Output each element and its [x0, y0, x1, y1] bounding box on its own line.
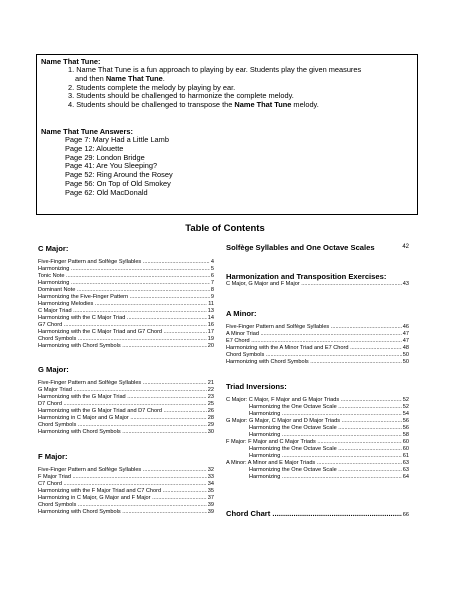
name-that-tune-box	[36, 54, 418, 215]
chord-chart-entry: Chord Chart ..... 66	[226, 510, 409, 519]
toc-entry-title: Harmonizing with Chord Symbols .....	[38, 509, 207, 516]
toc-right-column	[226, 243, 409, 519]
toc-entry	[226, 281, 409, 288]
toc-entry-page: 29	[207, 422, 214, 428]
toc-entry-page: 26	[207, 408, 214, 414]
toc-entry	[38, 287, 214, 294]
toc-entry	[38, 401, 214, 408]
toc-entry	[38, 380, 214, 387]
toc-entry-title: Harmonizing with the C Major Triad .....	[38, 315, 207, 322]
toc-entry	[38, 509, 214, 516]
toc-entry	[38, 294, 214, 301]
toc-entry-page: 33	[207, 474, 214, 480]
toc-entry	[38, 394, 214, 401]
toc-entry	[226, 324, 409, 331]
section-heading-triad-inversions: Triad Inversions:	[226, 382, 287, 391]
toc-entry	[38, 488, 214, 495]
toc-entry	[38, 273, 214, 280]
instruction-2: 2. Students complete the melody by playing by ear.	[68, 82, 236, 92]
toc-entry-title: Harmonizing the Five-Finger Pattern .....	[38, 294, 210, 301]
toc-entry-title: F Major Triad .....	[38, 474, 207, 481]
toc-entry	[226, 352, 409, 359]
triad-inversions-entries	[226, 397, 409, 481]
toc-entry	[38, 474, 214, 481]
toc-entry-title: Harmonizing .....	[249, 453, 402, 460]
toc-entry-page: 39	[207, 509, 214, 515]
toc-entry-title: Chord Symbols .....	[38, 422, 207, 429]
toc-entry-page: 16	[207, 322, 214, 328]
toc-entry	[38, 429, 214, 436]
toc-entry-page: 32	[207, 467, 214, 473]
toc-entry-title: Harmonizing with the G Major Triad and D7 Chord .....	[38, 408, 207, 415]
toc-entry-title: Harmonizing with the G Major Triad .....	[38, 394, 207, 401]
toc-entry-page: 60	[402, 439, 409, 445]
toc-entry-page: 56	[402, 418, 409, 424]
toc-entry-page: 35	[207, 488, 214, 494]
toc-entry-title: Harmonizing with Chord Symbols .....	[38, 429, 207, 436]
toc-entry	[38, 467, 214, 474]
answers-list	[41, 136, 417, 198]
toc-entry-title: F Major: F Major and C Major Triads .....	[226, 439, 402, 446]
toc-entry-title: Harmonizing .....	[249, 432, 402, 439]
section-heading-solfege: Solfège Syllables and One Octave Scales 42	[226, 243, 409, 252]
section-heading-c-major: C Major:	[38, 244, 69, 253]
toc-entry-page: 63	[402, 467, 409, 473]
answers-heading: Name That Tune Answers:	[41, 126, 133, 136]
toc-entry-title: A Minor Triad .....	[226, 331, 402, 338]
toc-entry	[38, 422, 214, 429]
toc-entry	[226, 432, 409, 439]
toc-entry-title: Harmonizing the One Octave Scale .....	[249, 404, 402, 411]
toc-entry	[38, 387, 214, 394]
toc-entry	[226, 397, 409, 404]
toc-entry	[226, 460, 409, 467]
name-that-tune-heading: Name That Tune:	[41, 57, 101, 66]
toc-entry-title: Chord Symbols .....	[38, 336, 207, 343]
toc-entry-page: 39	[207, 502, 214, 508]
toc-entry-title: C Major Triad .....	[38, 308, 207, 315]
toc-entry-title: Harmonizing .....	[38, 266, 210, 273]
toc-entry	[38, 266, 214, 273]
toc-entry	[226, 425, 409, 432]
toc-entry-page: 47	[402, 338, 409, 344]
answer-item: Page 41: Are You Sleeping?	[65, 161, 158, 171]
instruction-4: 4. Students should be challenged to transpose the Name That Tune melody.	[68, 100, 319, 110]
toc-entry	[38, 336, 214, 343]
toc-entry-title: Harmonizing .....	[249, 411, 402, 418]
toc-entry	[226, 467, 409, 474]
toc-entry-page: 17	[207, 329, 214, 335]
toc-entry	[226, 345, 409, 352]
toc-entry-page: 64	[402, 474, 409, 480]
toc-entry	[38, 415, 214, 422]
toc-entry-page: 48	[402, 345, 409, 351]
toc-entry-title: Harmonizing Melodies .....	[38, 301, 207, 308]
toc-entry-page: 46	[402, 324, 409, 330]
toc-entry	[38, 322, 214, 329]
toc-entry	[38, 308, 214, 315]
toc-entry-title: Harmonizing in C Major and G Major .....	[38, 415, 207, 422]
toc-entry	[38, 343, 214, 350]
toc-entry	[38, 315, 214, 322]
toc-entry	[38, 329, 214, 336]
toc-entry-title: G7 Chord .....	[38, 322, 207, 329]
toc-entry	[226, 446, 409, 453]
a-minor-entries	[226, 324, 409, 366]
toc-entry-title: Five-Finger Pattern and Solfège Syllables .....	[38, 380, 207, 387]
toc-entry-title: Harmonizing .....	[38, 280, 210, 287]
toc-entry-page: 50	[402, 352, 409, 358]
toc-entry-page: 23	[207, 394, 214, 400]
toc-entry-title: C Major, G Major and F Major .....	[226, 281, 402, 288]
harmonization-entries	[226, 281, 409, 288]
toc-entry	[38, 481, 214, 488]
toc-entry-page: 28	[207, 415, 214, 421]
toc-entry-title: Harmonizing the One Octave Scale .....	[249, 467, 402, 474]
toc-entry	[226, 453, 409, 460]
toc-entry	[38, 495, 214, 502]
f-major-entries	[38, 467, 214, 516]
toc-entry-title: Chord Symbols .....	[226, 352, 402, 359]
answer-item: Page 52: Ring Around the Rosey	[65, 170, 173, 180]
toc-entry-title: Harmonizing with the C Major Triad and G7 Chord .....	[38, 329, 207, 336]
section-heading-harmonization: Harmonization and Transposition Exercises:	[226, 272, 387, 281]
toc-entry	[38, 408, 214, 415]
toc-entry-page: 52	[402, 404, 409, 410]
toc-entry-title: Harmonizing in C Major, G Major and F Major .....	[38, 495, 207, 502]
toc-entry-page: 22	[207, 387, 214, 393]
toc-entry	[38, 502, 214, 509]
c-major-entries	[38, 259, 214, 350]
toc-entry-title: Tonic Note .....	[38, 273, 210, 280]
toc-entry-title: A Minor: A Minor and E Major Triads .....	[226, 460, 402, 467]
toc-entry-title: Harmonizing the One Octave Scale .....	[249, 425, 402, 432]
toc-entry-page: 34	[207, 481, 214, 487]
toc-entry-page: 6	[210, 273, 214, 279]
toc-entry-page: 37	[207, 495, 214, 501]
toc-entry-page: 50	[402, 359, 409, 365]
toc-entry-title: C7 Chord .....	[38, 481, 207, 488]
instruction-1: 1. Name That Tune is a fun approach to playing by ear. Students play the given measures and then Name That Tune.	[68, 65, 362, 83]
toc-entry	[226, 338, 409, 345]
g-major-entries	[38, 380, 214, 436]
toc-entry-page: 60	[402, 446, 409, 452]
toc-entry-page: 21	[207, 380, 214, 386]
toc-entry-page: 8	[210, 287, 214, 293]
toc-entry-page: 61	[402, 453, 409, 459]
toc-entry-page: 4	[210, 259, 214, 265]
toc-entry	[226, 439, 409, 446]
toc-left-column	[38, 244, 214, 516]
section-heading-f-major: F Major:	[38, 452, 68, 461]
toc-entry-page: 13	[207, 308, 214, 314]
toc-entry-title: Five-Finger Pattern and Solfège Syllables .....	[226, 324, 402, 331]
answer-item: Page 62: Old MacDonald	[65, 187, 148, 197]
toc-entry	[38, 259, 214, 266]
instruction-3: 3. Students should be challenged to harmonize the complete melody.	[68, 91, 294, 101]
toc-entry-page: 7	[210, 280, 214, 286]
toc-entry-title: Five-Finger Pattern and Solfège Syllables .....	[38, 259, 210, 266]
answer-item: Page 12: Alouette	[65, 143, 124, 153]
toc-entry	[226, 404, 409, 411]
toc-entry-page: 30	[207, 429, 214, 435]
answer-item: Page 56: On Top of Old Smokey	[65, 178, 171, 188]
toc-entry-title: G Major: G Major, C Major and D Major Triads .....	[226, 418, 402, 425]
toc-entry	[226, 359, 409, 366]
toc-entry	[226, 418, 409, 425]
toc-entry-page: 58	[402, 432, 409, 438]
toc-entry	[226, 474, 409, 481]
toc-entry-title: C Major: C Major, F Major and G Major Triads .....	[226, 397, 402, 404]
answer-item: Page 7: Mary Had a Little Lamb	[65, 134, 169, 144]
toc-entry-title: D7 Chord .....	[38, 401, 207, 408]
toc-entry-page: 9	[210, 294, 214, 300]
toc-entry-title: G Major Triad .....	[38, 387, 207, 394]
toc-entry-page: 14	[207, 315, 214, 321]
toc-entry-title: Harmonizing with Chord Symbols .....	[226, 359, 402, 366]
toc-entry-title: Five-Finger Pattern and Solfège Syllables .....	[38, 467, 207, 474]
toc-entry	[38, 280, 214, 287]
toc-entry-page: 5	[210, 266, 214, 272]
toc-entry-page: 47	[402, 331, 409, 337]
toc-entry-page: 43	[402, 281, 409, 287]
toc-entry	[226, 411, 409, 418]
toc-entry-page: 52	[402, 397, 409, 403]
answer-item: Page 29: London Bridge	[65, 152, 145, 162]
toc-entry-title: Harmonizing with the A Minor Triad and E7 Chord .....	[226, 345, 402, 352]
toc-entry-title: Harmonizing with the F Major Triad and C7 Chord .....	[38, 488, 207, 495]
instructions-list	[41, 66, 417, 110]
toc-entry-page: 20	[207, 343, 214, 349]
toc-entry-page: 63	[402, 460, 409, 466]
toc-entry-page: 11	[208, 301, 214, 307]
toc-entry-title: Chord Symbols .....	[38, 502, 207, 509]
toc-entry-title: Harmonizing with Chord Symbols .....	[38, 343, 207, 350]
toc-title: Table of Contents	[185, 223, 265, 234]
toc-entry-title: E7 Chord .....	[226, 338, 402, 345]
toc-entry	[38, 301, 214, 308]
toc-entry-page: 19	[207, 336, 214, 342]
toc-entry	[226, 331, 409, 338]
toc-entry-page: 56	[402, 425, 409, 431]
section-heading-g-major: G Major:	[38, 365, 69, 374]
toc-entry-page: 25	[207, 401, 214, 407]
section-heading-a-minor: A Minor:	[226, 309, 257, 318]
toc-entry-title: Harmonizing the One Octave Scale .....	[249, 446, 402, 453]
toc-entry-title: Dominant Note .....	[38, 287, 210, 294]
toc-entry-page: 54	[402, 411, 409, 417]
toc-entry-title: Harmonizing .....	[249, 474, 402, 481]
